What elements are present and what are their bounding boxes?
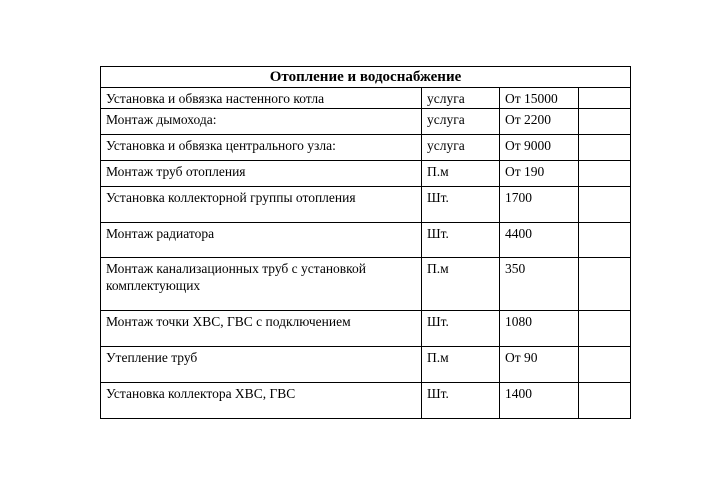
table-row [101, 383, 631, 419]
price-cell: 350 [500, 258, 579, 311]
table-row [101, 223, 631, 258]
table-row [101, 109, 631, 135]
unit-cell: услуга [422, 88, 500, 109]
price-cell: От 15000 [500, 88, 579, 109]
table-row [101, 258, 631, 311]
price-cell: От 90 [500, 347, 579, 383]
price-table [100, 66, 631, 419]
service-name-cell: Монтаж радиатора [101, 223, 422, 258]
empty-cell [579, 258, 631, 311]
unit-cell: Шт. [422, 383, 500, 419]
empty-cell [579, 109, 631, 135]
unit-cell: услуга [422, 135, 500, 161]
unit-cell: Шт. [422, 187, 500, 223]
unit-cell: Шт. [422, 311, 500, 347]
unit-cell: П.м [422, 161, 500, 187]
empty-cell [579, 187, 631, 223]
price-cell: 1400 [500, 383, 579, 419]
empty-cell [579, 223, 631, 258]
table-header-row [101, 67, 631, 88]
empty-cell [579, 88, 631, 109]
service-name-cell: Монтаж канализационных труб с установкой комплектующих [101, 258, 422, 311]
unit-cell: П.м [422, 258, 500, 311]
table-row [101, 187, 631, 223]
table-row [101, 311, 631, 347]
service-name-cell: Установка коллектора ХВС, ГВС [101, 383, 422, 419]
empty-cell [579, 311, 631, 347]
service-name-cell: Установка и обвязка центрального узла: [101, 135, 422, 161]
empty-cell [579, 347, 631, 383]
unit-cell: услуга [422, 109, 500, 135]
table-row [101, 135, 631, 161]
service-name-cell: Монтаж дымохода: [101, 109, 422, 135]
unit-cell: Шт. [422, 223, 500, 258]
service-name-cell: Монтаж труб отопления [101, 161, 422, 187]
price-cell: От 2200 [500, 109, 579, 135]
empty-cell [579, 135, 631, 161]
table-row [101, 161, 631, 187]
unit-cell: П.м [422, 347, 500, 383]
price-cell: 4400 [500, 223, 579, 258]
service-name-cell: Утепление труб [101, 347, 422, 383]
price-cell: От 190 [500, 161, 579, 187]
service-name-cell: Монтаж точки ХВС, ГВС с подключением [101, 311, 422, 347]
service-name-cell: Установка коллекторной группы отопления [101, 187, 422, 223]
price-cell: 1080 [500, 311, 579, 347]
price-cell: От 9000 [500, 135, 579, 161]
price-cell: 1700 [500, 187, 579, 223]
empty-cell [579, 161, 631, 187]
table-row [101, 347, 631, 383]
table-row [101, 88, 631, 109]
empty-cell [579, 383, 631, 419]
table-title: Отопление и водоснабжение [101, 67, 631, 88]
service-name-cell: Установка и обвязка настенного котла [101, 88, 422, 109]
